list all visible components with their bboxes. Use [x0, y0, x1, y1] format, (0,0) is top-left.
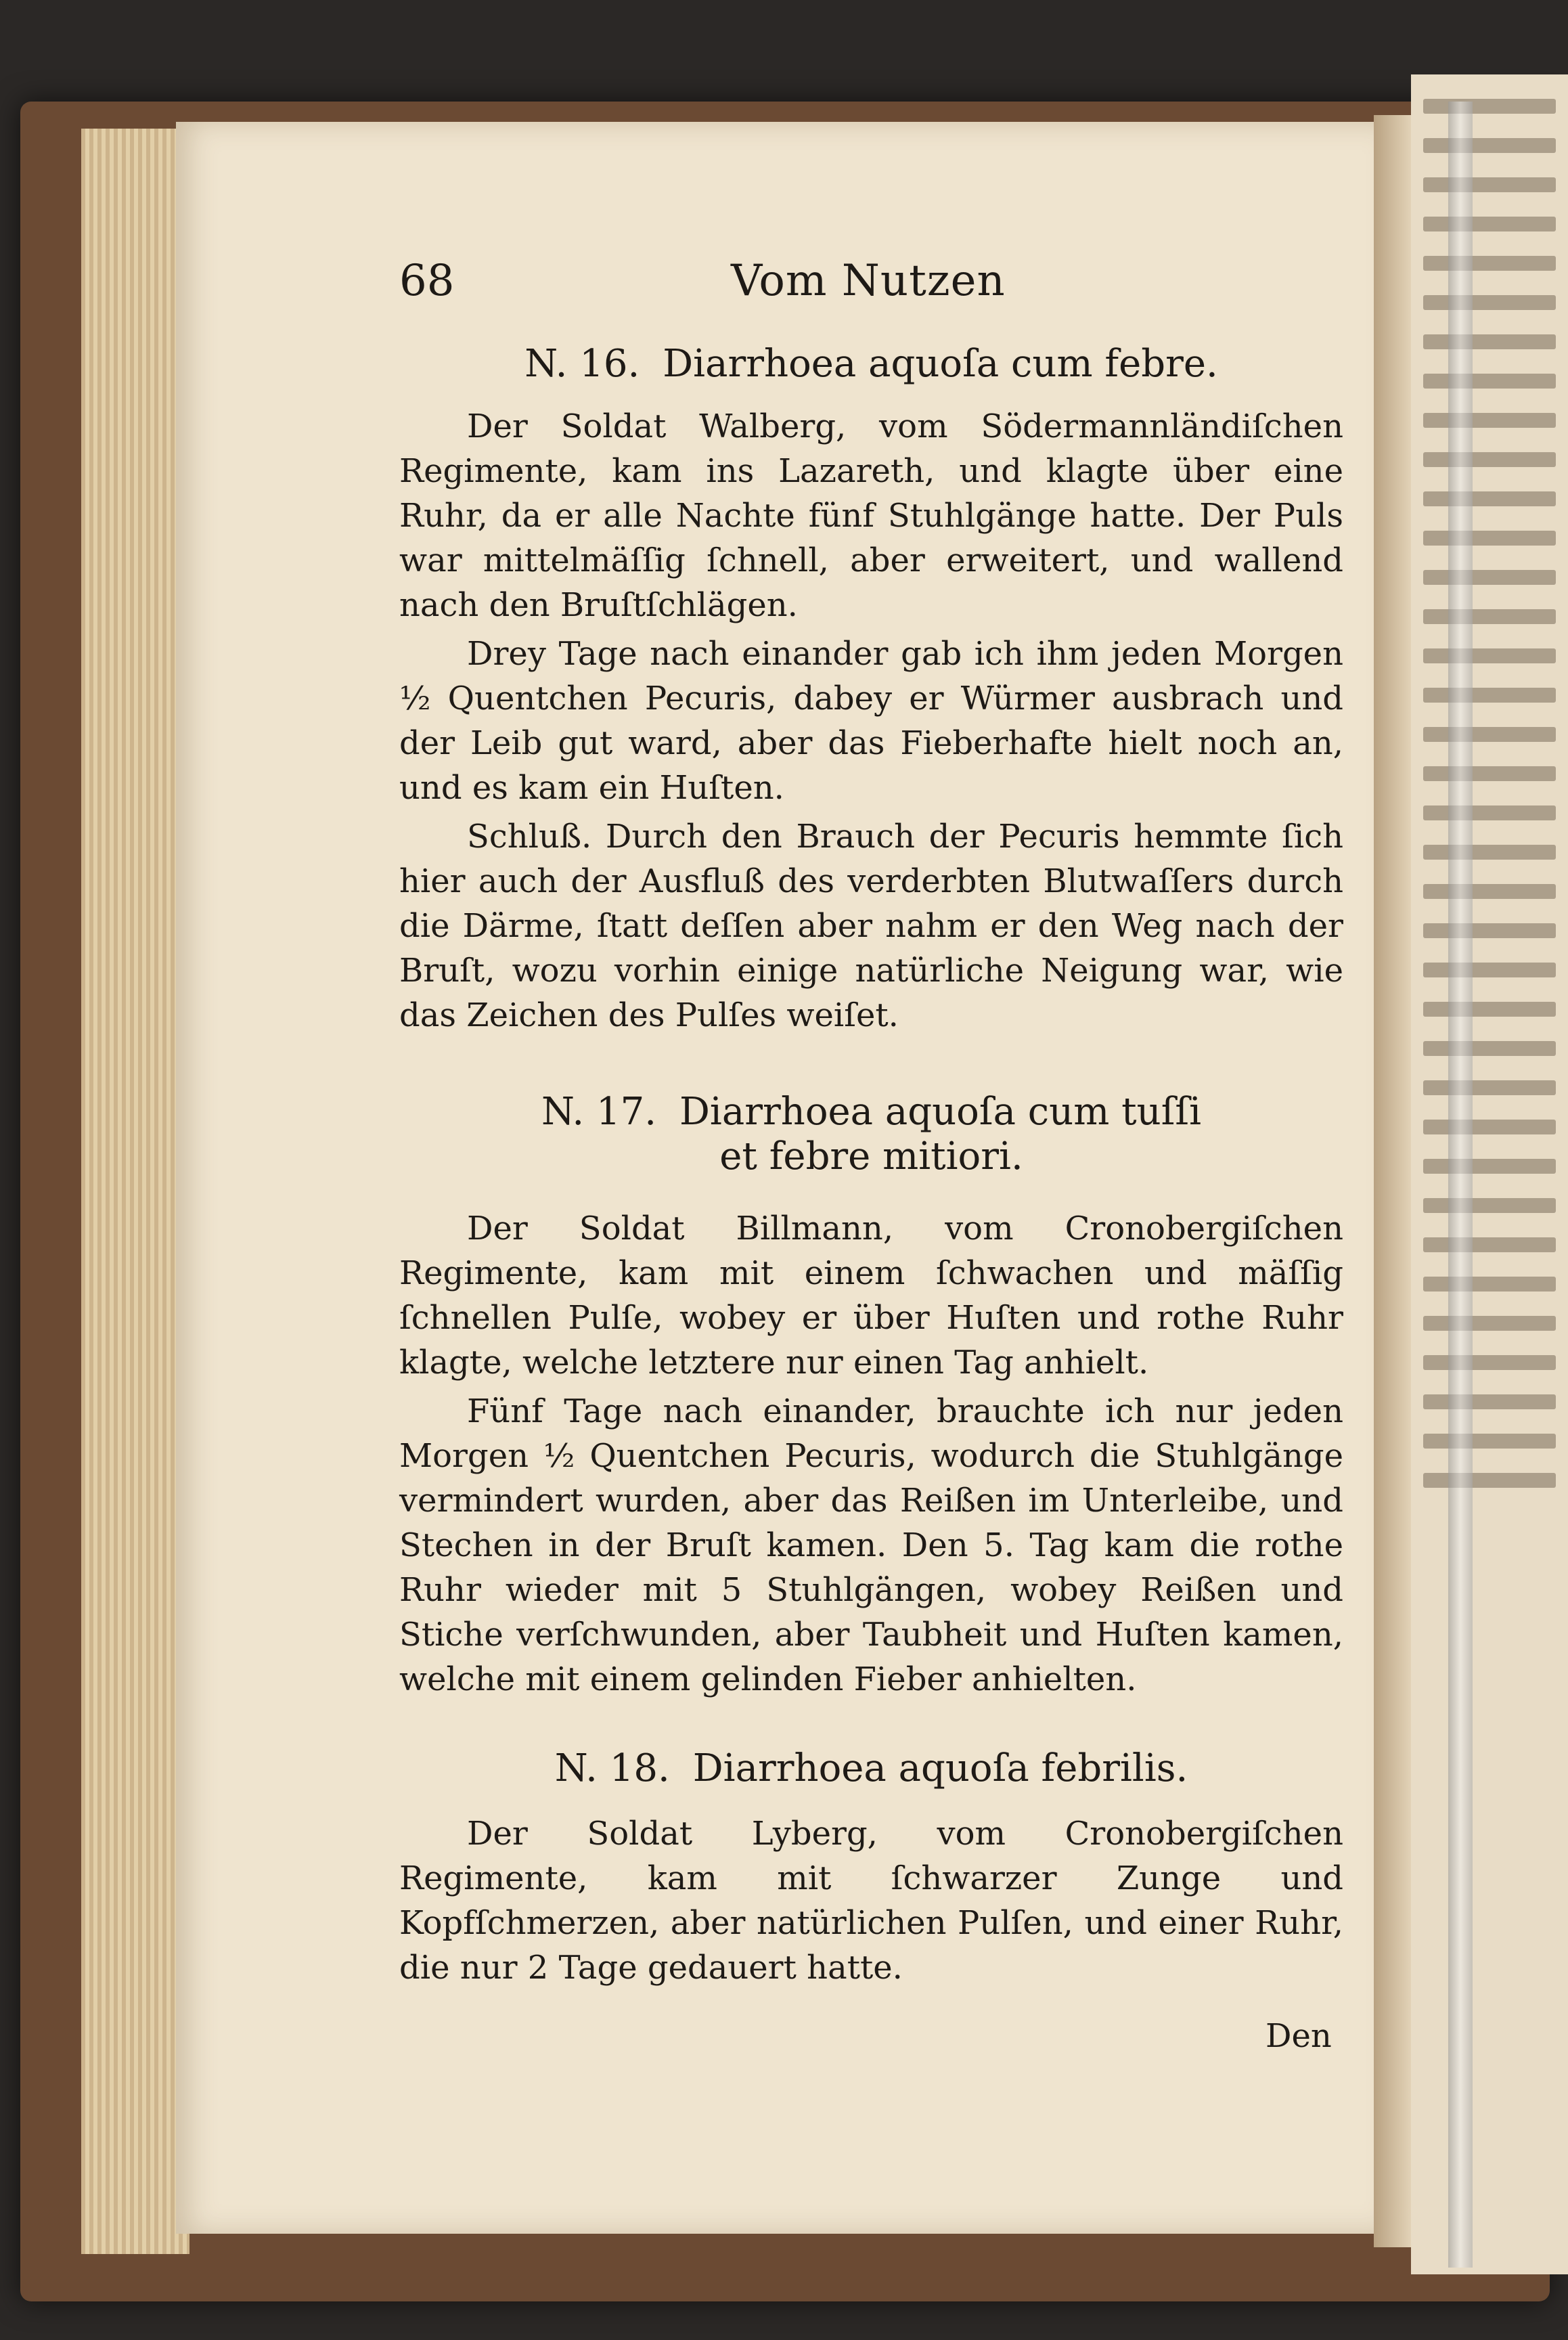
case-heading — [399, 1746, 1343, 1791]
case-17 — [399, 1090, 1343, 1702]
facing-page — [1411, 74, 1568, 2274]
paragraph: Fünf Tage nach einander, brauchte ich nur jeden Morgen ½ Quentchen Pecuris, wodurch die Stuhlgänge vermindert wurden, aber das Reißen im Unterleibe, und Stechen in der Bruſt kamen. Den 5. Tag kam die rothe Ruhr wieder mit 5 Stuhlgängen, wobey Reißen und Stiche verſchwunden, aber Taubheit und Huſten kamen, welche mit einem gelinden Fieber anhielten. — [399, 1392, 1343, 1698]
catchword: Den — [1265, 2017, 1332, 2055]
case-16 — [399, 342, 1343, 1038]
page-gutter — [1374, 115, 1414, 2247]
case-title: Diarrhoea aquoſa febrilis. — [692, 1746, 1188, 1790]
page-edges — [81, 129, 189, 2254]
case-number: N. 18. — [554, 1746, 670, 1790]
running-title: Vom Nutzen — [731, 256, 1006, 306]
page-number: 68 — [399, 256, 455, 306]
case-18 — [399, 1746, 1343, 1990]
paragraph: Der Soldat Walberg, vom Södermannländiſchen Regimente, kam ins Lazareth, und klagte über eine Ruhr, da er alle Nachte fünf Stuhlgänge hatte. Der Puls war mittelmäſſig ſchnell, aber erweitert, und wallend nach den Bruſtſchlägen. — [399, 407, 1343, 624]
case-number: N. 17. — [541, 1090, 657, 1134]
paragraph: Der Soldat Lyberg, vom Cronobergiſchen Regimente, kam mit ſchwarzer Zunge und Kopfſchmerzen, aber natürlichen Pulſen, und einer Ruhr, die nur 2 Tage gedauert hatte. — [399, 1815, 1343, 1987]
paragraph: Der Soldat Billmann, vom Cronobergiſchen Regimente, kam mit einem ſchwachen und mäſſig ſchnellen Pulſe, wobey er über Huſten und rothe Ruhr klagte, welche letztere nur einen Tag anhielt. — [399, 1210, 1343, 1382]
paragraph: Schluß. Durch den Brauch der Pecuris hemmte ſich hier auch der Ausfluß des verderbten Blutwaſſers durch die Därme, ſtatt deſſen aber nahm er den Weg nach der Bruſt, wozu vorhin einige natürliche Neigung war, wie das Zeichen des Pulſes weiſet. — [399, 818, 1343, 1034]
case-number: N. 16. — [524, 342, 640, 386]
case-heading — [399, 342, 1343, 387]
case-title: Diarrhoea aquoſa cum febre. — [663, 342, 1218, 386]
page-header — [399, 256, 1347, 317]
page-clip — [1448, 102, 1473, 2268]
case-title: Diarrhoea aquoſa cum tuſſi et febre mitiori. — [679, 1090, 1202, 1178]
paragraph: Drey Tage nach einander gab ich ihm jeden Morgen ½ Quentchen Pecuris, dabey er Würmer ausbrach und der Leib gut ward, aber das Fieberhafte hielt noch an, und es kam ein Huſten. — [399, 635, 1343, 807]
case-heading — [399, 1090, 1343, 1179]
